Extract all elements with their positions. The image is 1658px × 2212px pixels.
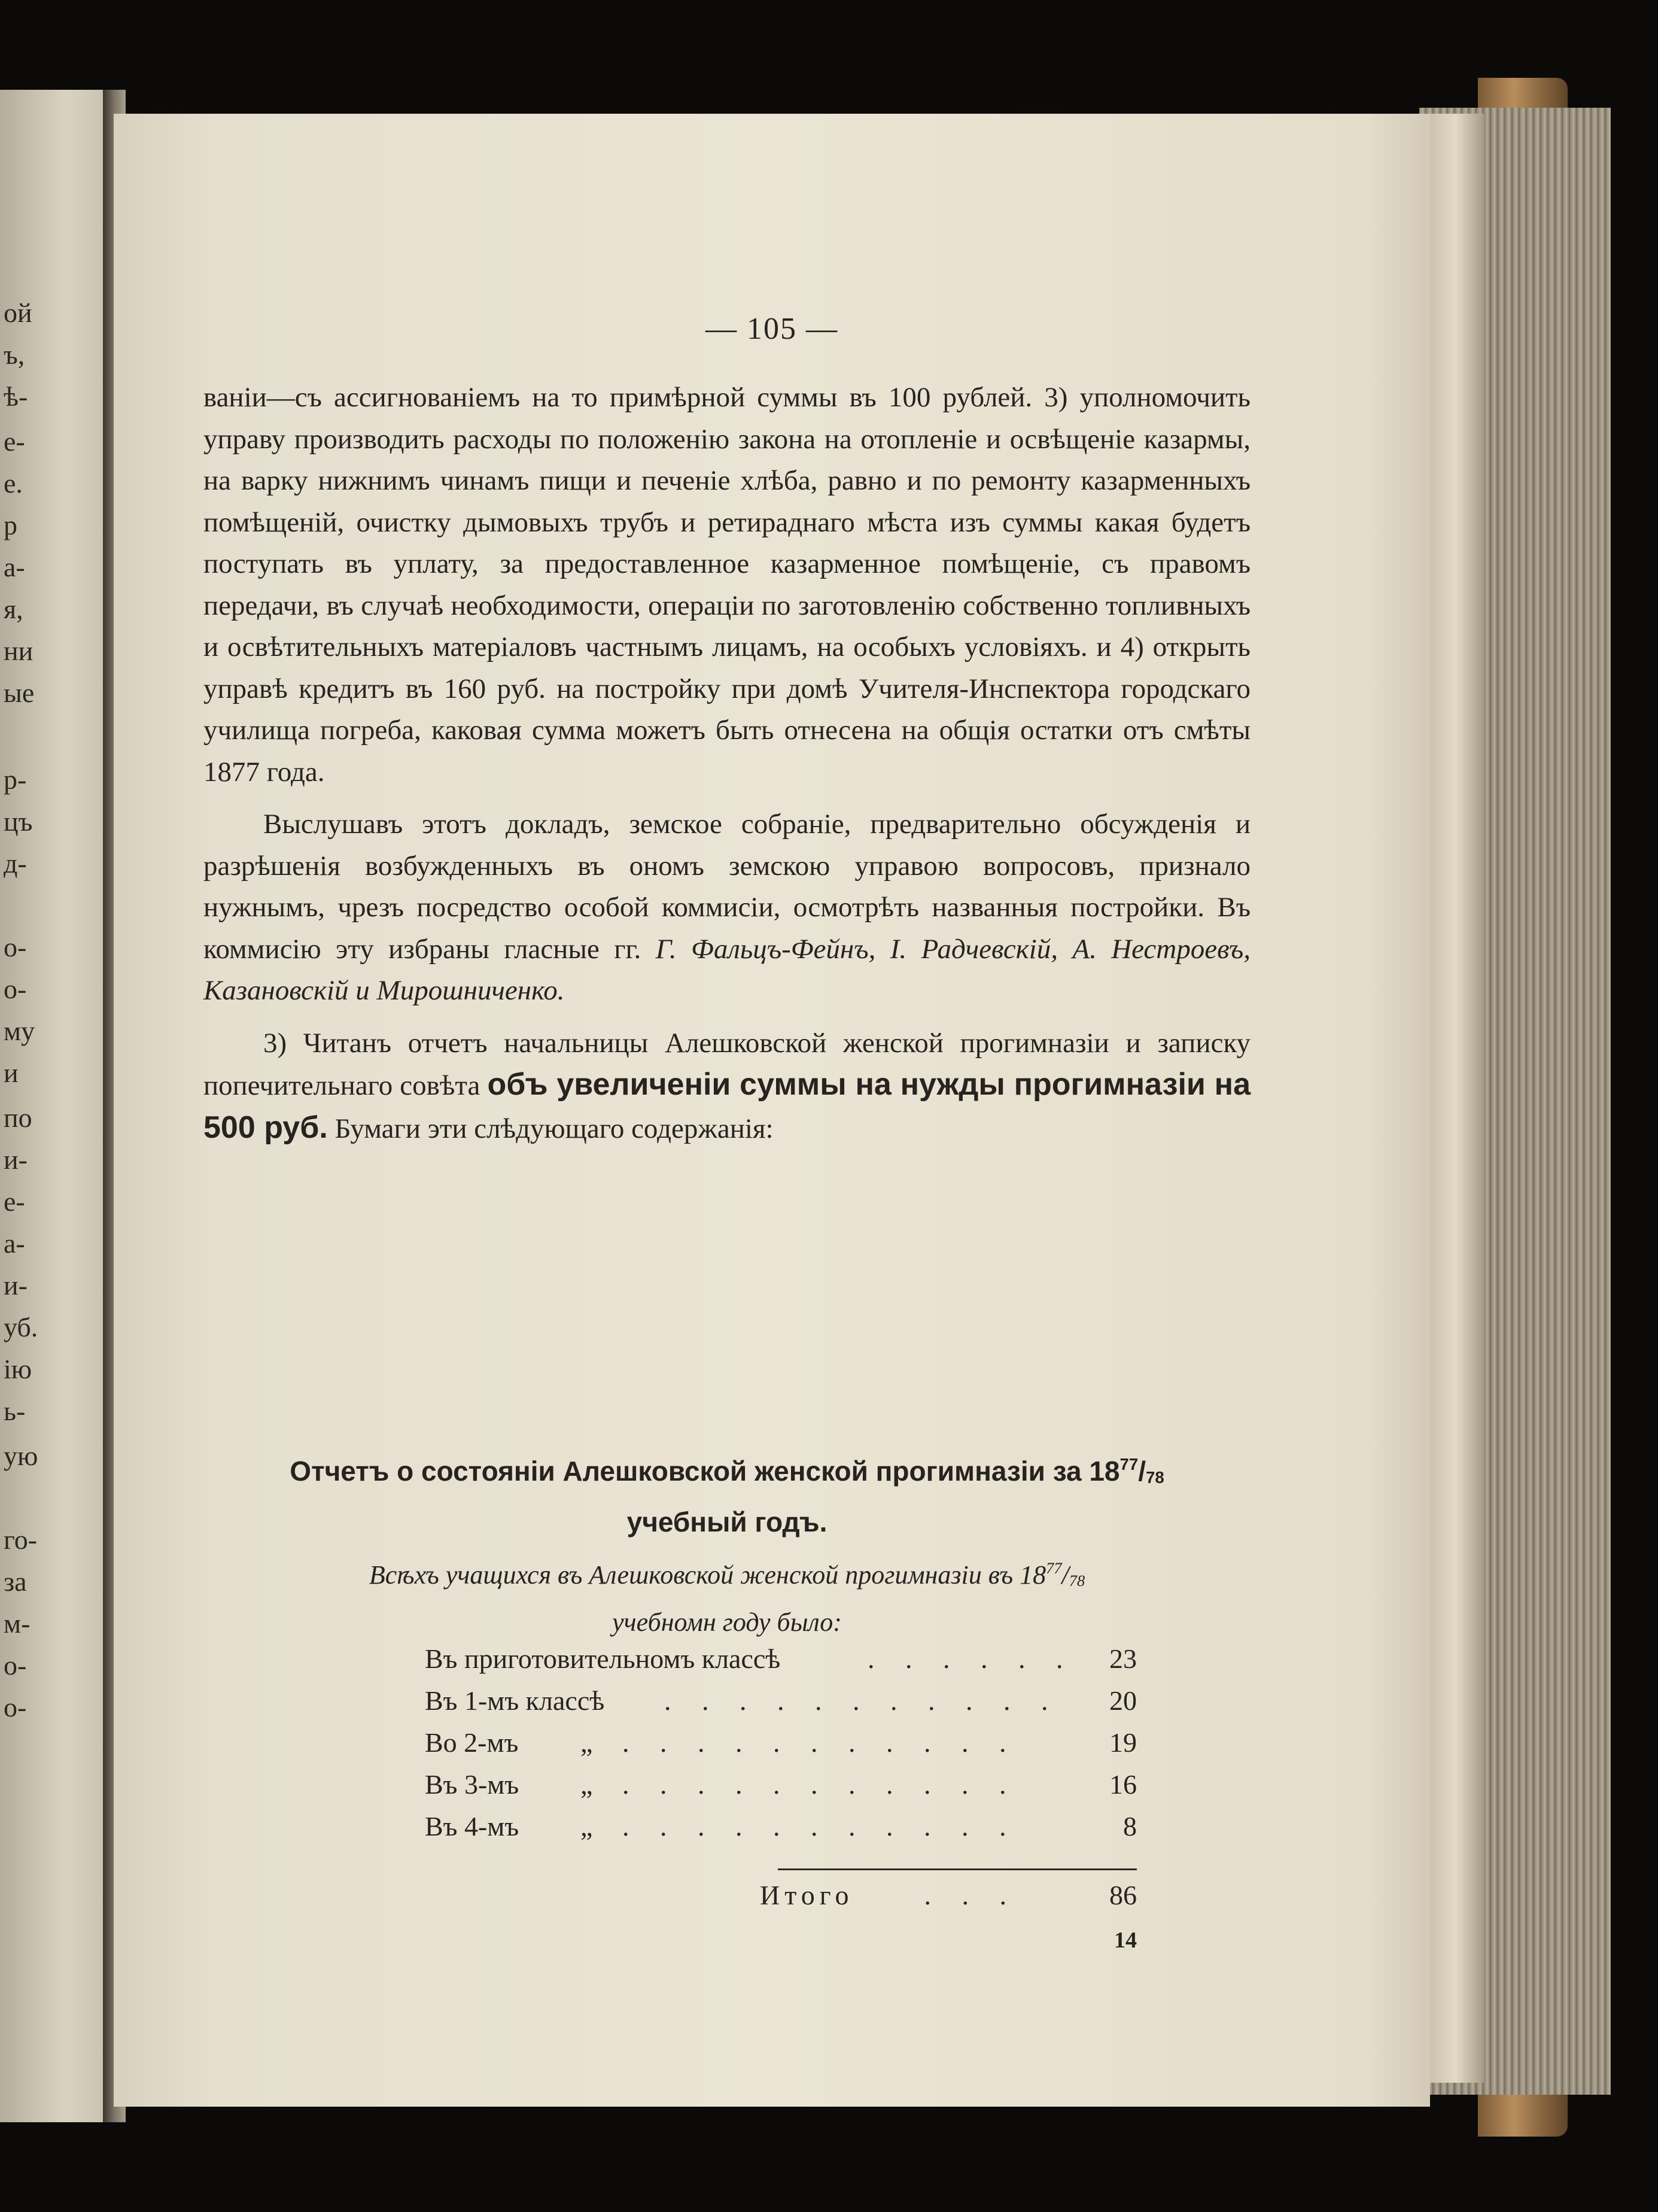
report-title-slash: / bbox=[1138, 1455, 1146, 1487]
row-value: 8 bbox=[1123, 1811, 1137, 1842]
row-mark: „ bbox=[580, 1811, 593, 1842]
left-page-fragment: ъ, bbox=[4, 339, 25, 370]
subtitle-sup: 77 bbox=[1046, 1559, 1062, 1577]
book-page bbox=[114, 114, 1430, 2107]
body-text bbox=[203, 377, 1251, 1150]
table-row bbox=[425, 1769, 1137, 1810]
row-mark: „ bbox=[580, 1727, 593, 1758]
left-page-edge bbox=[0, 90, 111, 2122]
left-page-fragment: о- bbox=[4, 932, 27, 962]
total-value: 86 bbox=[1109, 1880, 1137, 1910]
total-row bbox=[760, 1879, 1137, 1911]
table-row bbox=[425, 1727, 1137, 1769]
left-page-fragment: го- bbox=[4, 1524, 38, 1555]
left-page-fragment: ые bbox=[4, 677, 35, 708]
row-value: 16 bbox=[1109, 1769, 1137, 1800]
row-label: Въ 4-мъ bbox=[425, 1811, 519, 1842]
signature-mark: 14 bbox=[1114, 1928, 1137, 1953]
row-leader: . . . . . . . . . . . bbox=[622, 1811, 1018, 1842]
left-page-fragment: е- bbox=[4, 426, 25, 457]
table-row bbox=[425, 1810, 1137, 1852]
paragraph-3-bold: объ увеличеніи суммы на нужды прогимназіи на 500 руб. bbox=[203, 1067, 1251, 1145]
left-page-fragment: м- bbox=[4, 1608, 31, 1639]
row-mark: „ bbox=[580, 1769, 593, 1800]
subtitle-sub: 78 bbox=[1069, 1572, 1085, 1590]
report-title-year: учебный годъ. bbox=[626, 1506, 828, 1538]
left-page-fragment: ни bbox=[4, 636, 34, 666]
left-page-fragment: д- bbox=[4, 848, 27, 879]
report-subtitle bbox=[203, 1547, 1251, 1643]
row-leader: . . . . . . . . . . . bbox=[622, 1769, 1018, 1800]
report-title-sub: 78 bbox=[1146, 1468, 1164, 1487]
subtitle-text: Всѣхъ учащихся въ Алешковской женской прогимназіи въ 18 bbox=[369, 1560, 1046, 1590]
left-page-fragment: я, bbox=[4, 594, 23, 624]
left-page-fragment: по bbox=[4, 1102, 32, 1133]
row-leader: . . . . . . . . . . . bbox=[622, 1727, 1018, 1758]
left-page-fragment: ь- bbox=[4, 1396, 26, 1426]
left-page-fragment: цъ bbox=[4, 806, 33, 837]
commission-names: Г. Фальцъ-Фейнъ, І. Радчевскій, А. Нестроевъ, Казановскій и Мирошниченко. bbox=[203, 933, 1251, 1006]
paragraph-3 bbox=[203, 1023, 1251, 1150]
left-page-fragment: ѣ- bbox=[4, 381, 28, 412]
paragraph-2 bbox=[203, 804, 1251, 1012]
row-label: Во 2-мъ bbox=[425, 1727, 519, 1758]
row-label: Въ 3-мъ bbox=[425, 1769, 519, 1800]
left-page-fragment: р bbox=[4, 510, 17, 540]
row-leader: . . . . . . bbox=[868, 1643, 1075, 1674]
report-title-text: Отчетъ о состояніи Алешковской женской прогимназіи за 18 bbox=[290, 1455, 1120, 1487]
left-page-fragment: ой bbox=[4, 297, 32, 328]
student-count-table bbox=[425, 1643, 1137, 1852]
left-page-fragment: а- bbox=[4, 552, 25, 582]
paragraph-1: ваніи—съ ассигнованіемъ на то примѣрной суммы въ 100 рублей. 3) уполномочить управу производить расходы по положенію закона на отопленіе и освѣщеніе казармы, на варку нижнимъ чинамъ пищи и печеніе хлѣба, равно и по ремонту казарменныхъ помѣщеній, очистку дымовыхъ трубъ и ретираднаго мѣста изъ суммы какая будетъ поступать въ уплату, за предоставленное казарменное помѣщеніе, съ правомъ передачи, въ случаѣ необходимости, операціи по заготовленію собственно топливныхъ и освѣтительныхъ матеріаловъ частнымъ лицамъ, на особыхъ условіяхъ. и 4) открыть управѣ кредитъ въ 160 руб. на постройку при домѣ Учителя-Инспектора городскаго училища погреба, каковая сумма можетъ быть отнесена на общія остатки отъ смѣты 1877 года. bbox=[203, 382, 1251, 788]
left-page-fragment: ую bbox=[4, 1441, 38, 1471]
report-title bbox=[203, 1442, 1251, 1544]
subtitle-slash: / bbox=[1061, 1560, 1069, 1590]
row-label: Въ 1-мъ классѣ bbox=[425, 1685, 605, 1716]
left-page-fragment: р- bbox=[4, 764, 27, 795]
page-number: — 105 — bbox=[705, 312, 838, 346]
left-page-fragment: ію bbox=[4, 1354, 32, 1384]
left-page-fragment: е. bbox=[4, 468, 23, 499]
table-row bbox=[425, 1685, 1137, 1727]
left-page-fragment: за bbox=[4, 1566, 27, 1597]
left-page-fragment: и- bbox=[4, 1270, 28, 1301]
paragraph-3-end: Бумаги эти слѣдующаго содержанія: bbox=[334, 1113, 774, 1144]
subtitle-end: учебномн году было: bbox=[612, 1608, 842, 1637]
table-row bbox=[425, 1643, 1137, 1685]
paragraph-3-start: 3) Читанъ отчетъ начальницы Алешковской женской прогимназіи и записку попечительнаго совѣта bbox=[203, 1027, 1251, 1101]
row-label: Въ приготовительномъ классѣ bbox=[425, 1643, 781, 1674]
total-leader: . . . bbox=[924, 1880, 1018, 1910]
row-value: 19 bbox=[1109, 1727, 1137, 1758]
row-value: 20 bbox=[1109, 1685, 1137, 1716]
left-page-fragment: му bbox=[4, 1016, 35, 1046]
left-page-fragment: е- bbox=[4, 1186, 25, 1217]
left-page-fragment: а- bbox=[4, 1228, 25, 1259]
report-title-sup: 77 bbox=[1119, 1455, 1139, 1473]
left-page-fragment: о- bbox=[4, 1650, 27, 1681]
total-label: Итого bbox=[760, 1880, 854, 1910]
total-rule bbox=[778, 1868, 1137, 1870]
row-leader: . . . . . . . . . . . bbox=[664, 1685, 1060, 1716]
row-value: 23 bbox=[1109, 1643, 1137, 1674]
left-page-fragment: и- bbox=[4, 1144, 28, 1175]
left-page-fragment: о- bbox=[4, 974, 27, 1004]
left-page-fragment: и bbox=[4, 1058, 19, 1088]
paragraph-2-text: Выслушавъ этотъ докладъ, земское собраніе, предварительно обсужденія и разрѣшенія возбужденныхъ въ ономъ земскою управою вопросовъ, признало нужнымъ, чрезъ посредство особой коммисіи, осмотрѣть названныя постройки. Въ коммисію эту избраны гласные гг. bbox=[203, 809, 1251, 965]
page-stack-inner bbox=[1427, 114, 1484, 2083]
left-page-fragment: о- bbox=[4, 1692, 27, 1722]
left-page-fragment: уб. bbox=[4, 1312, 38, 1342]
